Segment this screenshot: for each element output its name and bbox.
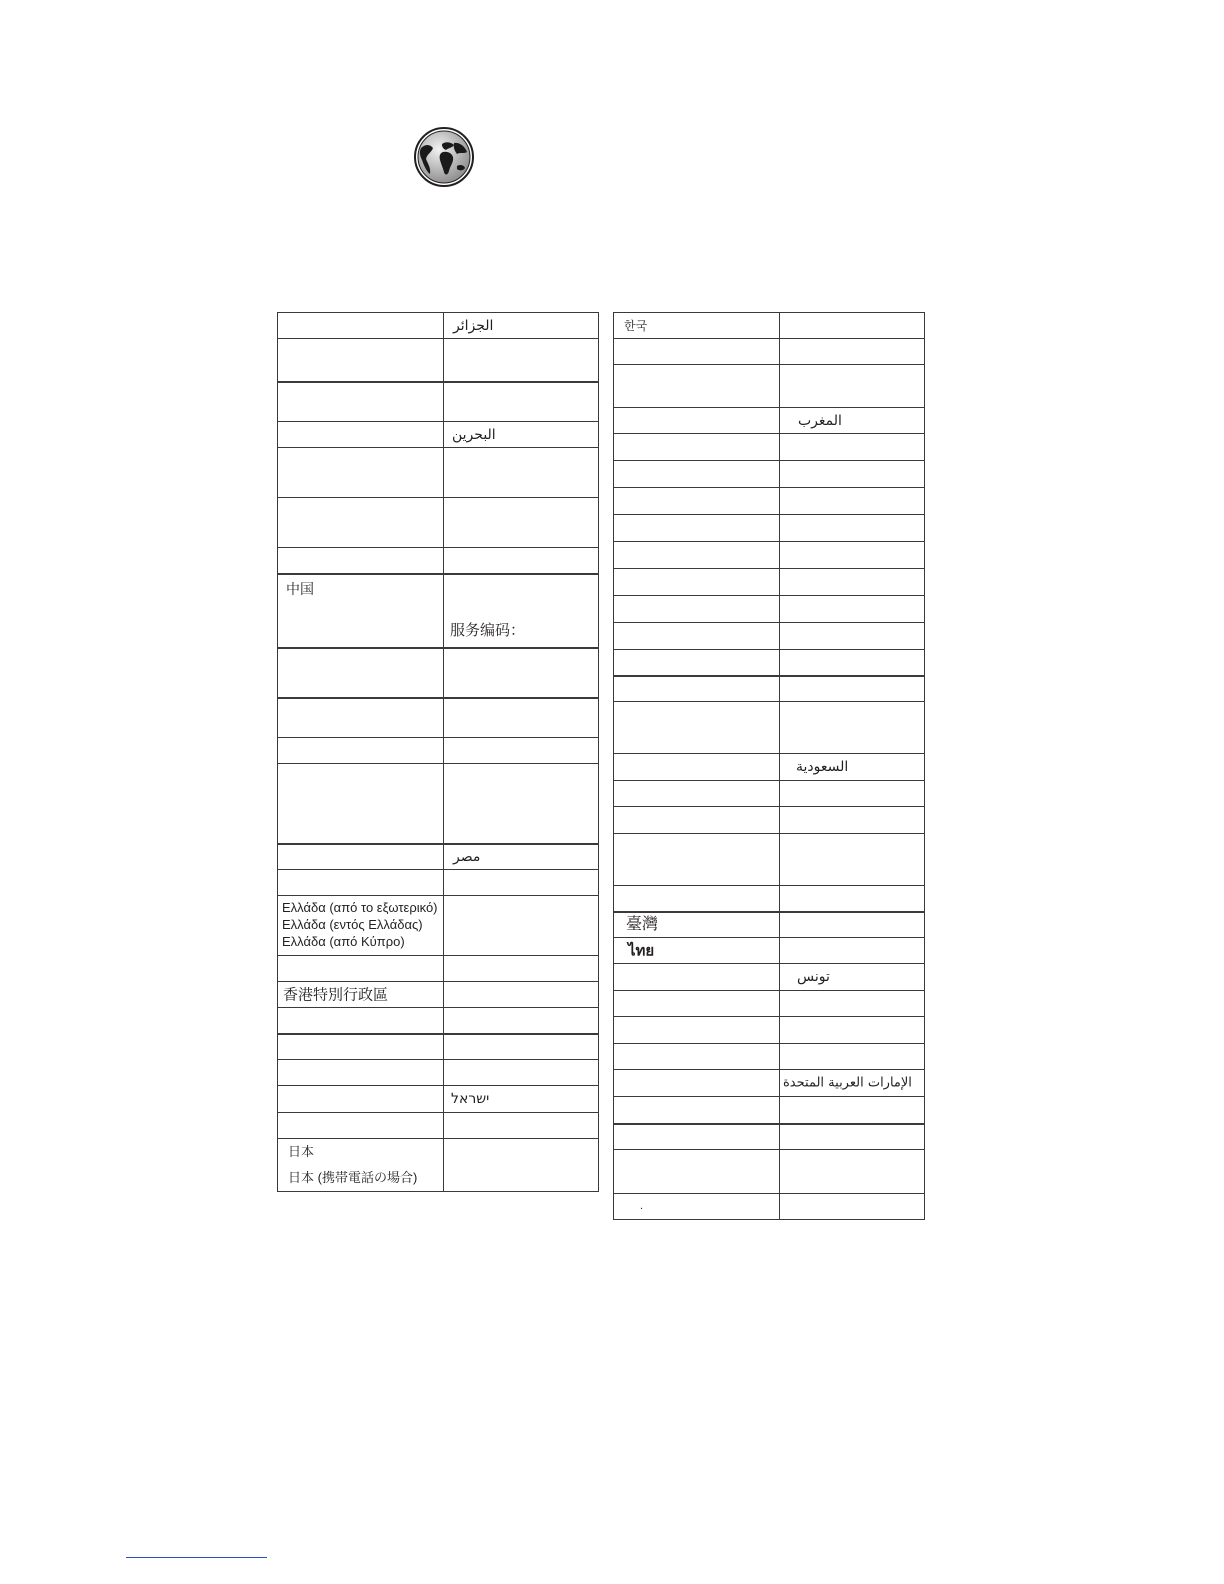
value-cell	[780, 434, 924, 460]
label-cell	[614, 339, 780, 364]
country-name: مصر	[453, 849, 481, 865]
label-cell	[278, 764, 444, 843]
label-cell	[614, 365, 780, 407]
value-cell	[780, 1194, 924, 1219]
country-name: ไทย	[628, 942, 655, 959]
label-cell	[278, 845, 444, 869]
country-name: الجزائر	[453, 317, 494, 334]
value-cell	[444, 764, 598, 843]
table-row	[614, 364, 924, 407]
table-row	[614, 568, 924, 595]
table-row	[278, 381, 598, 421]
table-row	[614, 937, 924, 963]
value-cell	[780, 461, 924, 487]
table-row	[278, 338, 598, 381]
value-cell	[780, 754, 924, 780]
table-row	[614, 1069, 924, 1096]
service-code-label: 服务编码：	[450, 622, 526, 639]
table-row	[614, 313, 924, 338]
value-cell	[780, 1017, 924, 1043]
label-cell	[614, 807, 780, 833]
value-cell	[780, 1125, 924, 1149]
label-cell	[614, 754, 780, 780]
table-row	[614, 1096, 924, 1123]
value-cell	[780, 938, 924, 963]
label-cell	[278, 1035, 444, 1059]
table-row	[614, 911, 924, 937]
label-cell	[614, 938, 780, 963]
globe-icon	[413, 126, 475, 188]
label-cell	[614, 1150, 780, 1193]
value-cell	[444, 699, 598, 737]
label-cell	[278, 870, 444, 895]
table-row	[614, 649, 924, 675]
label-cell	[278, 1008, 444, 1033]
label-cell	[614, 569, 780, 595]
country-name: ישראל	[451, 1091, 490, 1107]
value-cell	[780, 1097, 924, 1123]
value-cell	[780, 623, 924, 649]
value-cell	[780, 964, 924, 990]
table-row	[614, 541, 924, 568]
country-name: المغرب	[798, 412, 842, 429]
country-name: البحرين	[452, 426, 496, 443]
table-row	[614, 487, 924, 514]
label-cell	[614, 991, 780, 1016]
label-cell	[614, 596, 780, 622]
value-cell	[780, 991, 924, 1016]
value-cell	[444, 1008, 598, 1033]
value-cell	[780, 569, 924, 595]
label-cell	[614, 964, 780, 990]
label-cell	[614, 650, 780, 675]
table-row	[614, 433, 924, 460]
value-cell	[444, 1113, 598, 1138]
value-cell	[780, 313, 924, 338]
label-cell	[614, 408, 780, 433]
value-cell	[444, 896, 598, 955]
label-cell	[614, 488, 780, 514]
label-cell	[614, 542, 780, 568]
label-cell	[278, 1086, 444, 1112]
table-row	[614, 780, 924, 806]
table-row	[614, 1016, 924, 1043]
value-cell	[780, 650, 924, 675]
label-cell	[278, 313, 444, 338]
table-row	[614, 990, 924, 1016]
table-row	[614, 338, 924, 364]
value-cell	[444, 1086, 598, 1112]
label-cell	[278, 383, 444, 421]
label-cell	[614, 1125, 780, 1149]
table-row	[278, 547, 598, 573]
label-cell	[278, 699, 444, 737]
value-cell	[780, 677, 924, 701]
value-cell	[780, 807, 924, 833]
label-cell	[614, 702, 780, 753]
label-cell	[278, 448, 444, 497]
value-cell	[444, 448, 598, 497]
table-row	[614, 1149, 924, 1193]
table-row	[278, 497, 598, 547]
table-row	[614, 514, 924, 541]
footer-link[interactable]	[126, 1557, 267, 1558]
country-name: Ελλάδα (εντός Ελλάδας)	[282, 917, 423, 932]
value-cell	[780, 1070, 924, 1096]
value-cell	[780, 702, 924, 753]
label-cell	[614, 886, 780, 911]
country-name: تونس	[797, 969, 830, 985]
value-cell	[780, 488, 924, 514]
label-cell	[614, 1194, 780, 1219]
label-cell	[614, 834, 780, 885]
label-cell	[278, 548, 444, 573]
table-row	[278, 647, 598, 697]
table-row	[278, 843, 598, 869]
value-cell	[780, 1150, 924, 1193]
table-row	[278, 1007, 598, 1033]
country-name: السعودية	[796, 759, 849, 775]
label-cell	[614, 677, 780, 701]
country-name: 臺灣	[626, 916, 659, 933]
label-cell	[278, 982, 444, 1007]
country-name: 香港特別行政區	[283, 986, 389, 1003]
table-row	[278, 447, 598, 497]
value-cell	[780, 913, 924, 937]
table-row	[278, 1085, 598, 1112]
country-name: 日本 (携帯電話の場合)	[288, 1170, 418, 1185]
value-cell	[780, 542, 924, 568]
label-cell	[278, 738, 444, 763]
table-row	[278, 763, 598, 843]
table-row	[278, 895, 598, 955]
label-cell	[614, 313, 780, 338]
value-cell	[444, 738, 598, 763]
label-cell	[278, 649, 444, 697]
value-cell	[444, 956, 598, 981]
label-cell	[614, 434, 780, 460]
table-row	[614, 806, 924, 833]
table-row	[278, 737, 598, 763]
value-cell	[780, 596, 924, 622]
country-name: 中国	[286, 581, 314, 597]
value-cell	[444, 575, 598, 647]
table-row	[278, 1138, 598, 1191]
table-row	[614, 460, 924, 487]
country-name: Ελλάδα (από Κύπρο)	[282, 934, 405, 949]
label-cell	[614, 1044, 780, 1069]
country-name: الإمارات العربية المتحدة	[783, 1075, 912, 1091]
value-cell	[780, 515, 924, 541]
table-row	[614, 1043, 924, 1069]
value-cell	[444, 1060, 598, 1085]
value-cell	[780, 886, 924, 911]
value-cell	[444, 548, 598, 573]
label-cell	[614, 461, 780, 487]
label-cell	[278, 1060, 444, 1085]
value-cell	[444, 422, 598, 447]
value-cell	[780, 339, 924, 364]
label-cell	[278, 1113, 444, 1138]
table-row	[278, 955, 598, 981]
table-row	[614, 885, 924, 911]
value-cell	[780, 834, 924, 885]
table-row	[278, 421, 598, 447]
table-row	[278, 697, 598, 737]
table-row	[278, 1112, 598, 1138]
left-contact-table	[277, 312, 599, 1192]
country-name: 日本	[288, 1144, 315, 1159]
label-cell	[614, 1097, 780, 1123]
value-cell	[444, 498, 598, 547]
value-cell	[780, 1044, 924, 1069]
label-cell	[278, 956, 444, 981]
label-cell	[278, 575, 444, 647]
table-row	[614, 833, 924, 885]
value-cell	[444, 870, 598, 895]
table-row	[614, 407, 924, 433]
value-cell	[444, 1139, 598, 1191]
value-cell	[780, 781, 924, 806]
table-row	[278, 1059, 598, 1085]
value-cell	[444, 982, 598, 1007]
table-row	[614, 675, 924, 701]
country-name: Ελλάδα (από το εξωτερικό)	[282, 900, 438, 915]
table-row	[614, 753, 924, 780]
row-mark: .	[640, 1200, 644, 1212]
label-cell	[278, 339, 444, 381]
right-contact-table	[613, 312, 925, 1220]
label-cell	[278, 498, 444, 547]
label-cell	[278, 422, 444, 447]
label-cell	[614, 623, 780, 649]
value-cell	[780, 365, 924, 407]
label-cell	[278, 1139, 444, 1191]
table-row	[278, 1033, 598, 1059]
table-row	[614, 1193, 924, 1219]
value-cell	[444, 1035, 598, 1059]
value-cell	[444, 383, 598, 421]
value-cell	[444, 313, 598, 338]
country-name: 한국	[624, 318, 648, 333]
label-cell	[614, 515, 780, 541]
greece-entries	[282, 899, 438, 950]
label-cell	[614, 913, 780, 937]
table-row	[614, 963, 924, 990]
value-cell	[444, 649, 598, 697]
table-row	[278, 869, 598, 895]
table-row	[278, 981, 598, 1007]
table-row	[278, 313, 598, 338]
table-row	[614, 1123, 924, 1149]
label-cell	[614, 781, 780, 806]
value-cell	[780, 408, 924, 433]
value-cell	[444, 339, 598, 381]
label-cell	[278, 896, 444, 955]
table-row	[614, 701, 924, 753]
table-row	[614, 595, 924, 622]
table-row	[614, 622, 924, 649]
label-cell	[614, 1017, 780, 1043]
value-cell	[444, 845, 598, 869]
table-row	[278, 573, 598, 647]
label-cell	[614, 1070, 780, 1096]
